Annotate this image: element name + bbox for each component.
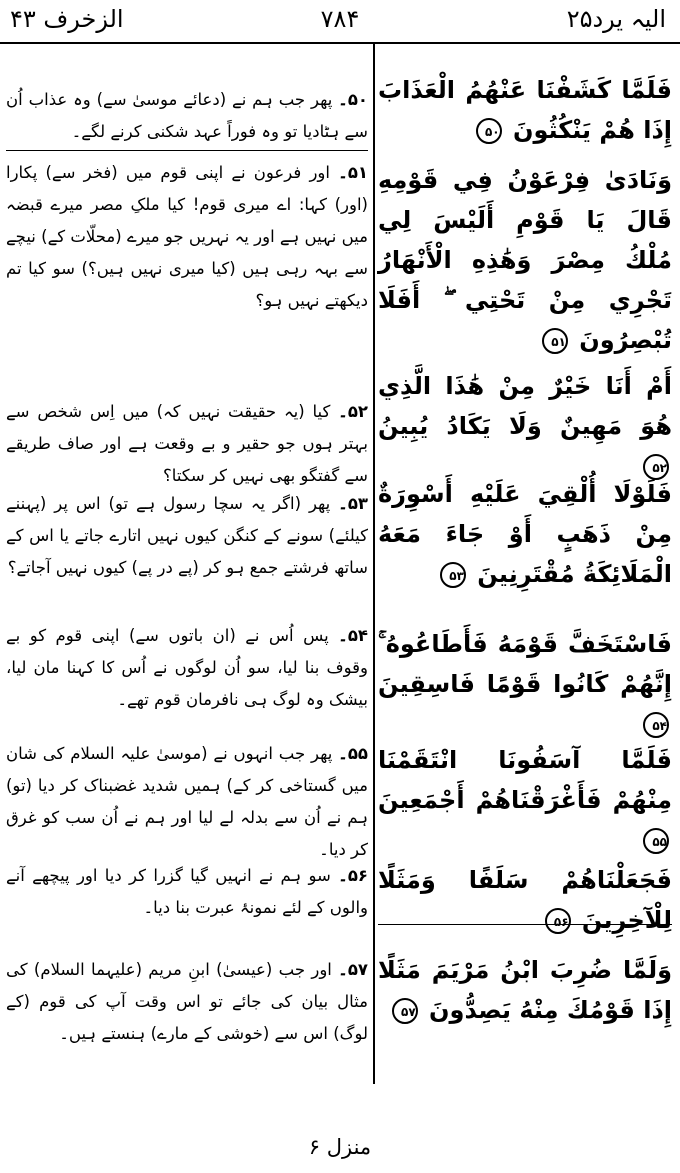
translation-text: کیا (یہ حقیقت نہیں کہ) میں اِس شخص سے بہتر ہوں جو حقیر و بے وقعت ہے اور صاف طریقے سے گفتگو بھی نہیں کر سکتا؟ [6,402,368,485]
translation-number: ۵۳۔ [338,494,368,513]
translation-text: پھر (اگر یہ سچا رسول ہے تو) اس پر (پہننے کیلئے) سونے کے کنگن کیوں نہیں اتارے جاتے یا اس کے ساتھ فرشتے جمع ہو کر (پے در پے) کیوں نہیں آجاتے؟ [6,494,368,577]
translation-52 [6,396,368,492]
arabic-verse-52 [378,366,672,486]
verse-text: فَاسْتَخَفَّ قَوْمَهُ فَأَطَاعُوهُ ۚ إِنَّهُمْ كَانُوا قَوْمًا فَاسِقِينَ [378,630,672,698]
verse-number-marker: ۵۲ [643,454,669,480]
verse-number-marker: ۵۶ [545,908,571,934]
arabic-verse-53 [378,474,672,594]
page-number: ۷۸۴ [320,5,360,33]
verse-text: فَلَمَّا كَشَفْنَا عَنْهُمُ الْعَذَابَ إِذَا هُمْ يَنْكُثُونَ [378,76,672,144]
translation-text: سو ہم نے انہیں گیا گزرا کر دیا اور پیچھے آنے والوں کے لئے نمونۂ عبرت بنا دیا۔ [6,866,368,917]
translation-55 [6,738,368,866]
verse-text: وَنَادَىٰ فِرْعَوْنُ فِي قَوْمِهِ قَالَ يَا قَوْمِ أَلَيْسَ لِي مُلْكُ مِصْرَ وَهَٰذِهِ الْأَنْهَارُ تَجْرِي مِنْ تَحْتِي ۖ أَفَلَا تُبْصِرُونَ [378,166,672,354]
arabic-verse-57 [378,950,672,1030]
verse-number-marker: ۵۳ [440,562,466,588]
translation-text: اور فرعون نے اپنی قوم میں (فخر سے) پکارا (اور) کہا: اے میری قوم! کیا ملکِ مصر میرے قبضہ میں نہیں ہے اور یہ نہریں جو میرے (محلّات کے) نیچے سے بہہ رہی ہیں (کیا میری نہیں ہیں؟) سو کیا تم دیکھتے نہیں ہو؟ [6,163,368,310]
translation-text: پھر جب ہم نے (دعائے موسیٰ سے) وہ عذاب اُن سے ہٹادیا تو وہ فوراً عہد شکنی کرنے لگے۔ [6,90,368,141]
arabic-verse-56 [378,860,672,940]
verse-number-marker: ۵۷ [392,998,418,1024]
verse-number-marker: ۵۱ [542,328,568,354]
arabic-verse-50 [378,70,672,150]
translation-number: ۵۶۔ [338,866,368,885]
translation-56 [6,860,368,924]
translation-53 [6,488,368,584]
arabic-verse-51 [378,160,672,360]
arabic-verse-54 [378,624,672,744]
translation-separator [6,150,368,151]
translation-51 [6,157,368,317]
translation-number: ۵۴۔ [338,626,368,645]
verse-text: أَمْ أَنَا خَيْرٌ مِنْ هَٰذَا الَّذِي هُوَ مَهِينٌ وَلَا يَكَادُ يُبِينُ [378,372,672,440]
verse-separator [378,924,672,925]
translation-57 [6,954,368,1050]
translation-number: ۵۱۔ [338,163,368,182]
translation-text: پھر جب انہوں نے (موسیٰ علیہ السلام کی شان میں گستاخی کر کے) ہمیں شدید غضبناک کر دیا (تو) ہم نے اُن سے بدلہ لے لیا اور ہم نے اُن سب کو غرق کر دیا۔ [6,744,368,859]
arabic-verse-55 [378,740,672,860]
para-header: الیہ یرد۲۵ [566,5,666,33]
translation-text: پس اُس نے (ان باتوں سے) اپنی قوم کو بے وقوف بنا لیا، سو اُن لوگوں نے اُس کا کہنا مان لیا، بیشک وہ لوگ ہی نافرمان قوم تھے۔ [6,626,368,709]
verse-text: فَجَعَلْنَاهُمْ سَلَفًا وَمَثَلًا لِلْآخِرِينَ [378,866,672,934]
column-divider [373,44,375,1084]
verse-number-marker: ۵۰ [476,118,502,144]
translation-number: ۵۵۔ [338,744,368,763]
translation-number: ۵۷۔ [338,960,368,979]
verse-text: فَلَوْلَا أُلْقِيَ عَلَيْهِ أَسْوِرَةٌ مِنْ ذَهَبٍ أَوْ جَاءَ مَعَهُ الْمَلَائِكَةُ مُقْتَرِنِينَ [378,480,672,588]
verse-number-marker: ۵۴ [643,712,669,738]
translation-text: اور جب (عیسیٰ) ابنِ مریم (علیہما السلام) کی مثال بیان کی جائے تو اس وقت آپ کی قوم (کے لوگ) اس سے (خوشی کے مارے) ہنستے ہیں۔ [6,960,368,1043]
header-rule [0,42,680,44]
translation-number: ۵۰۔ [338,90,368,109]
verse-number-marker: ۵۵ [643,828,669,854]
translation-50 [6,84,368,148]
verse-text: فَلَمَّا آسَفُونَا انْتَقَمْنَا مِنْهُمْ فَأَغْرَقْنَاهُمْ أَجْمَعِينَ [378,746,672,814]
translation-number: ۵۲۔ [338,402,368,421]
translation-54 [6,620,368,716]
verse-text: وَلَمَّا ضُرِبَ ابْنُ مَرْيَمَ مَثَلًا إِذَا قَوْمُكَ مِنْهُ يَصِدُّونَ [378,956,672,1024]
surah-header: الزخرف ۴۳ [10,5,124,33]
manzil-footer: منزل ۶ [308,1135,372,1159]
